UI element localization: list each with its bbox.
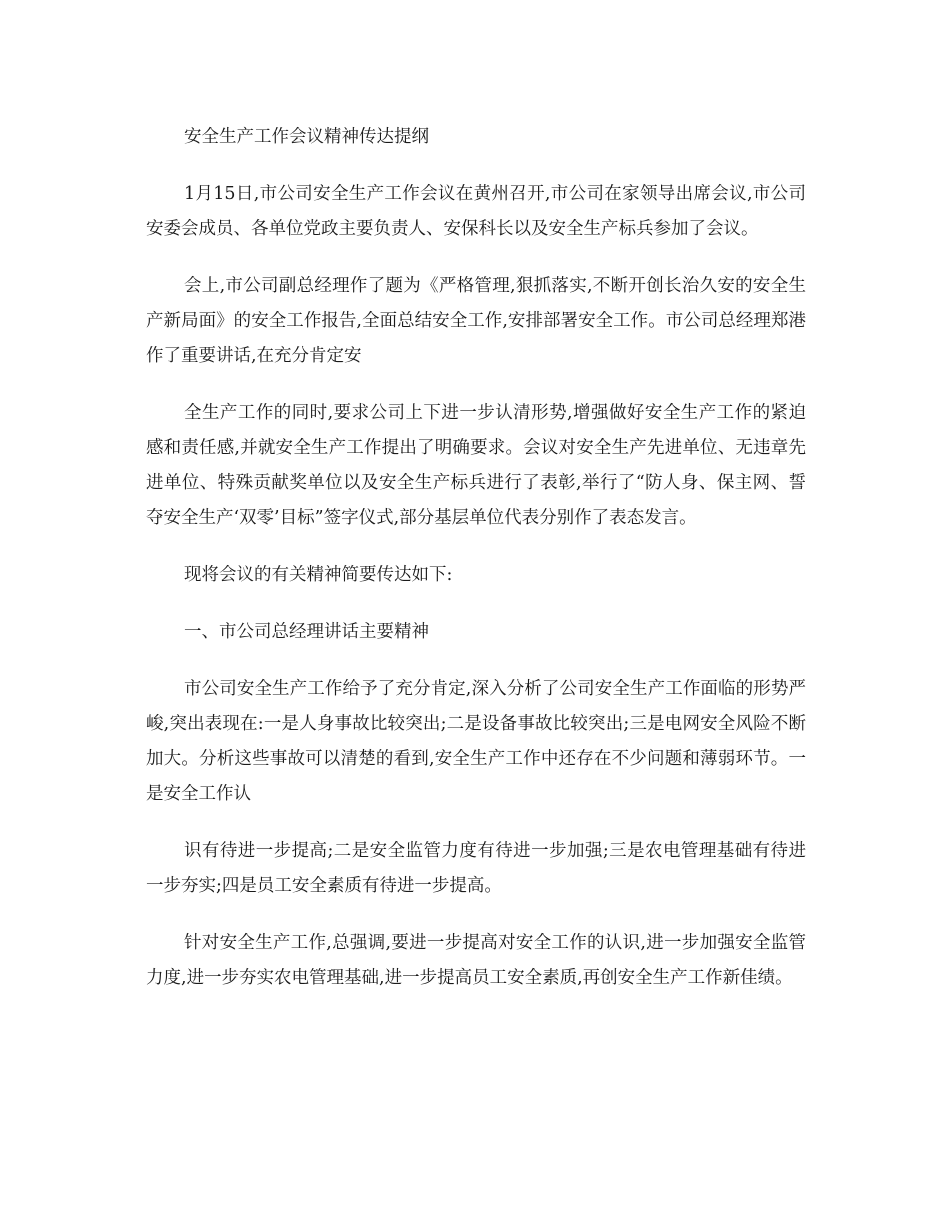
- paragraph-meeting-intro: 1月15日,市公司安全生产工作会议在黄州召开,市公司在家领导出席会议,市公司安委会成员、各单位党政主要负责人、安保科长以及安全生产标兵参加了会议。: [146, 184, 806, 239]
- section-heading-1: 一、市公司总经理讲话主要精神: [184, 622, 429, 642]
- paragraph-weaknesses: 识有待进一步提高;二是安全监管力度有待进一步加强;三是农电管理基础有待进一步夯实;四是员工安全素质有待进一步提高。: [146, 841, 806, 896]
- paragraph-report-summary: 会上,市公司副总经理作了题为《严格管理,狠抓落实,不断开创长治久安的安全生产新局面》的安全工作报告,全面总结安全工作,安排部署安全工作。市公司总经理郑港作了重要讲话,在充分肯定安: [146, 276, 806, 366]
- paragraph-requirements: 全生产工作的同时,要求公司上下进一步认清形势,增强做好安全生产工作的紧迫感和责任感,并就安全生产工作提出了明确要求。会议对安全生产先进单位、无违章先进单位、特殊贡献奖单位以及安全生产标兵进行了表彰,举行了“防人身、保主网、誓夺安全生产‘双零’目标”签字仪式,部分基层单位代表分别作了表态发言。: [146, 403, 806, 528]
- document-title: 安全生产工作会议精神传达提纲: [184, 127, 429, 147]
- paragraph-situation-analysis: 市公司安全生产工作给予了充分肯定,深入分析了公司安全生产工作面临的形势严峻,突出表现在:一是人身事故比较突出;二是设备事故比较突出;三是电网安全风险不断加大。分析这些事故可以清楚的看到,安全生产工作中还存在不少问题和薄弱环节。一是安全工作认: [146, 679, 806, 804]
- document-body: [146, 120, 806, 1018]
- paragraph-transmission-intro: 现将会议的有关精神简要传达如下:: [184, 565, 453, 585]
- paragraph-emphasis: 针对安全生产工作,总强调,要进一步提高对安全工作的认识,进一步加强安全监管力度,进一步夯实农电管理基础,进一步提高员工安全素质,再创安全生产工作新佳绩。: [146, 933, 806, 988]
